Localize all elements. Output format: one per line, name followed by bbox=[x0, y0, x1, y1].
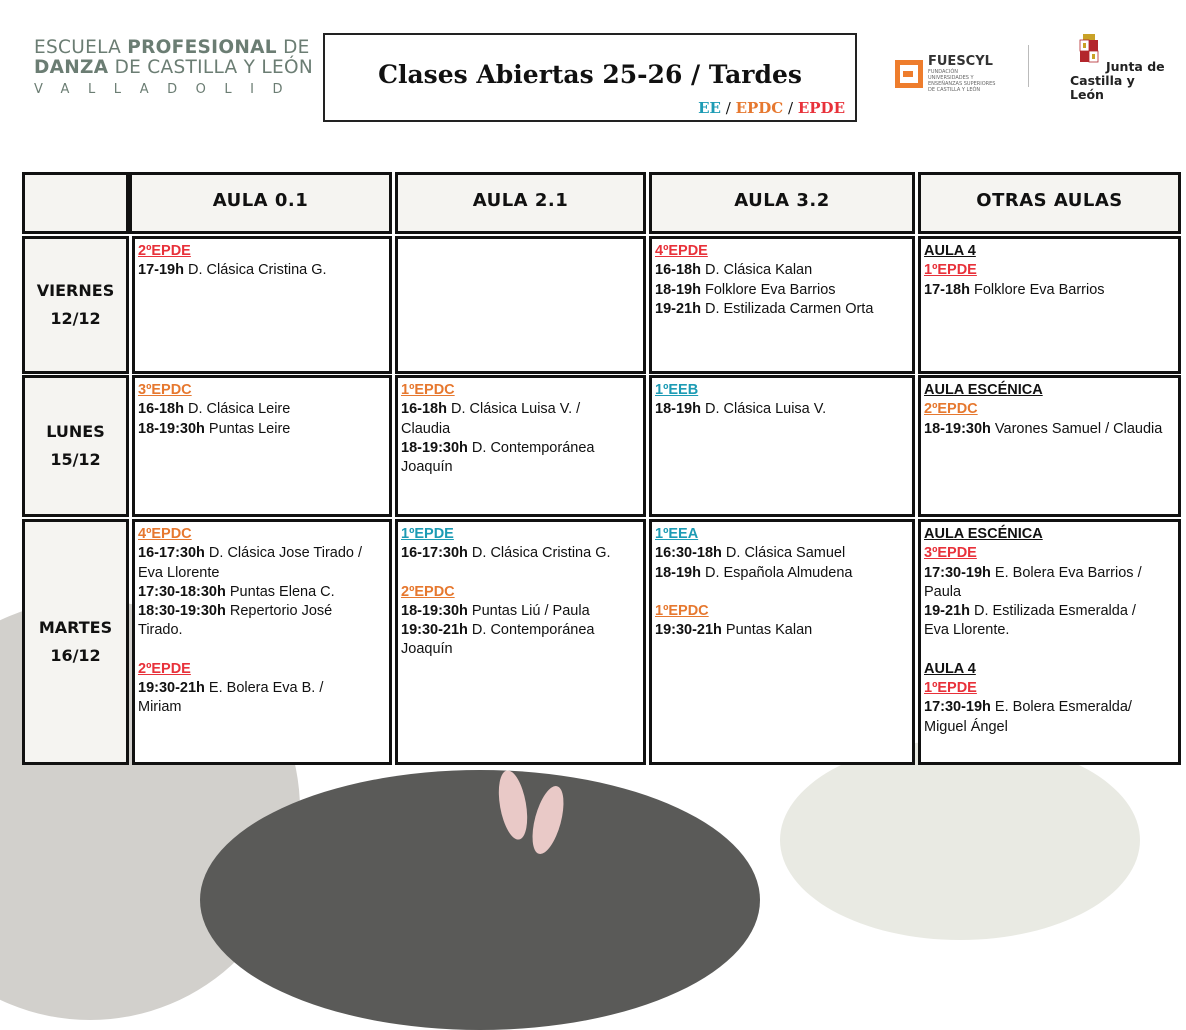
class-line bbox=[924, 602, 1174, 621]
group-tag: 2ºEPDC bbox=[924, 401, 978, 418]
day-date: 12/12 bbox=[50, 309, 101, 328]
fuescyl-subtitle: FUNDACIÓN UNIVERSIDADES Y ENSEÑANZAS SUPERIORES DE CASTILLA Y LEÓN bbox=[928, 69, 996, 93]
class-time: 18-19:30h bbox=[138, 420, 205, 437]
group-tag: 1ºEPDE bbox=[401, 526, 454, 542]
class-description: D. Clásica Jose Tirado / bbox=[204, 545, 363, 562]
junta-region: Castilla y León bbox=[1070, 73, 1135, 102]
group-tag: 2ºEPDC bbox=[401, 583, 455, 600]
class-time: 16-18h bbox=[401, 401, 447, 418]
class-line bbox=[401, 439, 639, 458]
spacer bbox=[138, 641, 385, 660]
class-line bbox=[401, 621, 639, 640]
class-time: 19-21h bbox=[924, 603, 970, 620]
school-logo-text: DANZA bbox=[34, 57, 109, 78]
class-line bbox=[655, 300, 908, 319]
class-time: 17:30-18:30h bbox=[138, 583, 226, 600]
column-header-label: AULA 0.1 bbox=[212, 190, 309, 211]
class-cell bbox=[395, 375, 646, 517]
class-line bbox=[924, 420, 1174, 439]
column-header-label: AULA 2.1 bbox=[472, 190, 569, 211]
class-description: D. Contemporánea bbox=[467, 439, 595, 456]
class-description-continued: Eva Llorente bbox=[138, 564, 220, 581]
class-description: D. Clásica Luisa V. bbox=[700, 401, 827, 418]
class-line bbox=[924, 698, 1174, 717]
class-cell bbox=[395, 519, 646, 765]
room-label: AULA ESCÉNICA bbox=[924, 526, 1043, 542]
class-time: 16-18h bbox=[138, 401, 184, 418]
class-description-continued: Claudia bbox=[401, 420, 451, 437]
class-description: Puntas Elena C. bbox=[225, 583, 335, 600]
class-time: 17:30-19h bbox=[924, 564, 991, 581]
class-description-continued: Paula bbox=[924, 583, 962, 600]
fuescyl-name: FUESCYL bbox=[928, 54, 993, 69]
class-description: D. Estilizada Carmen Orta bbox=[700, 300, 874, 317]
group-tag: 1ºEEA bbox=[655, 526, 699, 542]
day-name: LUNES bbox=[46, 422, 105, 441]
class-time: 18-19h bbox=[655, 401, 701, 418]
page-title: Clases Abiertas 25-26 / Tardes bbox=[378, 60, 802, 89]
class-description-continued: Eva Llorente. bbox=[924, 622, 1010, 639]
school-logo-text: ESCUELA bbox=[34, 37, 128, 58]
spacer bbox=[655, 583, 908, 602]
column-header-label: AULA 3.2 bbox=[734, 190, 830, 211]
class-description: E. Bolera Esmeralda/ bbox=[990, 699, 1132, 716]
room-label: AULA 4 bbox=[924, 660, 976, 677]
fuescyl-logo bbox=[895, 55, 998, 93]
legend-separator: / bbox=[783, 99, 798, 117]
corner-cell bbox=[22, 172, 129, 234]
room-label: AULA 4 bbox=[924, 243, 976, 259]
legend-ee: EE bbox=[698, 99, 721, 117]
class-line bbox=[401, 602, 639, 621]
class-time: 19-21h bbox=[655, 300, 701, 317]
class-description: D. Clásica Kalan bbox=[700, 262, 813, 279]
group-tag: 2ºEPDE bbox=[138, 660, 191, 677]
class-line bbox=[655, 261, 908, 280]
group-tag: 3ºEPDC bbox=[138, 382, 192, 398]
class-cell bbox=[132, 375, 392, 517]
class-line bbox=[401, 544, 639, 563]
class-time: 17-18h bbox=[924, 281, 970, 298]
fuescyl-icon bbox=[895, 60, 923, 88]
day-cell bbox=[22, 375, 129, 517]
class-time: 19:30-21h bbox=[138, 680, 205, 697]
class-line bbox=[401, 400, 639, 419]
class-time: 17-19h bbox=[138, 262, 184, 279]
class-description-continued: Miriam bbox=[138, 699, 182, 716]
class-time: 16-18h bbox=[655, 262, 701, 279]
school-logo-city: VALLADOLID bbox=[34, 82, 301, 97]
class-description: D. Contemporánea bbox=[467, 622, 595, 639]
school-logo-text: DE CASTILLA Y LEÓN bbox=[108, 57, 314, 78]
class-description: D. Española Almudena bbox=[700, 564, 853, 581]
class-time: 16:30-18h bbox=[655, 545, 722, 562]
class-line bbox=[655, 400, 908, 419]
group-tag: 4ºEPDC bbox=[138, 526, 192, 542]
group-tag: 1ºEPDE bbox=[924, 680, 977, 697]
class-description: Puntas Kalan bbox=[721, 622, 813, 639]
group-tag: 1ºEPDC bbox=[655, 602, 709, 619]
class-description-continued: Joaquín bbox=[401, 641, 453, 658]
class-description: D. Clásica Samuel bbox=[721, 545, 846, 562]
class-time: 18-19:30h bbox=[924, 420, 991, 437]
group-tag: 1ºEPDE bbox=[924, 262, 977, 279]
class-line bbox=[138, 400, 385, 419]
class-line bbox=[655, 621, 908, 640]
school-logo-text: DE bbox=[276, 37, 310, 58]
class-line bbox=[655, 281, 908, 300]
column-header bbox=[649, 172, 915, 234]
class-cell-empty bbox=[395, 236, 646, 374]
class-line bbox=[138, 583, 385, 602]
group-tag: 1ºEPDC bbox=[401, 382, 455, 398]
spacer bbox=[924, 641, 1174, 660]
class-time: 19:30-21h bbox=[655, 622, 722, 639]
class-cell bbox=[649, 236, 915, 374]
room-label: AULA ESCÉNICA bbox=[924, 382, 1043, 398]
class-time: 18-19:30h bbox=[401, 439, 468, 456]
class-cell bbox=[918, 519, 1181, 765]
class-time: 18-19h bbox=[655, 281, 701, 298]
class-description: Folklore Eva Barrios bbox=[969, 281, 1105, 298]
class-cell bbox=[132, 519, 392, 765]
school-logo bbox=[34, 38, 313, 97]
class-cell bbox=[918, 375, 1181, 517]
group-tag: 3ºEPDE bbox=[924, 545, 977, 562]
class-line bbox=[655, 564, 908, 583]
class-time: 19:30-21h bbox=[401, 622, 468, 639]
program-legend bbox=[698, 99, 845, 117]
class-time: 18-19:30h bbox=[401, 602, 468, 619]
class-line bbox=[138, 261, 385, 280]
day-cell bbox=[22, 236, 129, 374]
column-header-label: OTRAS AULAS bbox=[976, 190, 1123, 211]
class-description: Puntas Leire bbox=[204, 420, 291, 437]
class-line bbox=[655, 544, 908, 563]
title-box bbox=[323, 33, 857, 122]
spacer bbox=[401, 564, 639, 583]
group-tag: 4ºEPDE bbox=[655, 243, 708, 259]
class-description: Puntas Liú / Paula bbox=[467, 602, 590, 619]
background-shape-center bbox=[200, 770, 760, 1030]
day-date: 15/12 bbox=[50, 450, 101, 469]
class-description-continued: Joaquín bbox=[401, 459, 453, 476]
group-tag: 1ºEEB bbox=[655, 382, 699, 398]
column-header bbox=[918, 172, 1181, 234]
column-header bbox=[395, 172, 646, 234]
column-header bbox=[129, 172, 392, 234]
junta-name: Junta de bbox=[1106, 59, 1165, 74]
group-tag: 2ºEPDE bbox=[138, 243, 191, 259]
class-description-continued: Tirado. bbox=[138, 622, 183, 639]
class-cell bbox=[649, 519, 915, 765]
class-time: 17:30-19h bbox=[924, 699, 991, 716]
class-description: D. Clásica Luisa V. / bbox=[446, 401, 581, 418]
day-cell bbox=[22, 519, 129, 765]
legend-epde: EPDE bbox=[797, 99, 845, 117]
class-time: 16-17:30h bbox=[138, 545, 205, 562]
class-description: E. Bolera Eva B. / bbox=[204, 680, 324, 697]
class-description: Repertorio José bbox=[225, 603, 333, 620]
day-name: MARTES bbox=[38, 618, 113, 637]
class-description: Varones Samuel / Claudia bbox=[990, 420, 1163, 437]
background-shape-right bbox=[780, 740, 1140, 940]
class-description: D. Clásica Leire bbox=[183, 401, 291, 418]
class-time: 18-19h bbox=[655, 564, 701, 581]
class-time: 16-17:30h bbox=[401, 545, 468, 562]
class-line bbox=[924, 281, 1174, 300]
class-cell bbox=[132, 236, 392, 374]
class-cell bbox=[918, 236, 1181, 374]
class-description: D. Clásica Cristina G. bbox=[183, 262, 327, 279]
school-logo-text: PROFESIONAL bbox=[127, 37, 277, 58]
class-line bbox=[138, 602, 385, 621]
legend-separator: / bbox=[720, 99, 736, 117]
logo-divider bbox=[1028, 45, 1029, 87]
legend-epdc: EPDC bbox=[735, 99, 784, 117]
day-name: VIERNES bbox=[36, 281, 115, 300]
class-line bbox=[924, 564, 1174, 583]
class-line bbox=[138, 679, 385, 698]
class-description-continued: Miguel Ángel bbox=[924, 718, 1008, 735]
class-cell bbox=[649, 375, 915, 517]
class-description: Folklore Eva Barrios bbox=[700, 281, 836, 298]
class-line bbox=[138, 420, 385, 439]
class-description: D. Estilizada Esmeralda / bbox=[969, 603, 1136, 620]
day-date: 16/12 bbox=[50, 646, 101, 665]
class-line bbox=[138, 544, 385, 563]
class-time: 18:30-19:30h bbox=[138, 603, 226, 620]
class-description: D. Clásica Cristina G. bbox=[467, 545, 611, 562]
class-description: E. Bolera Eva Barrios / bbox=[990, 564, 1142, 581]
